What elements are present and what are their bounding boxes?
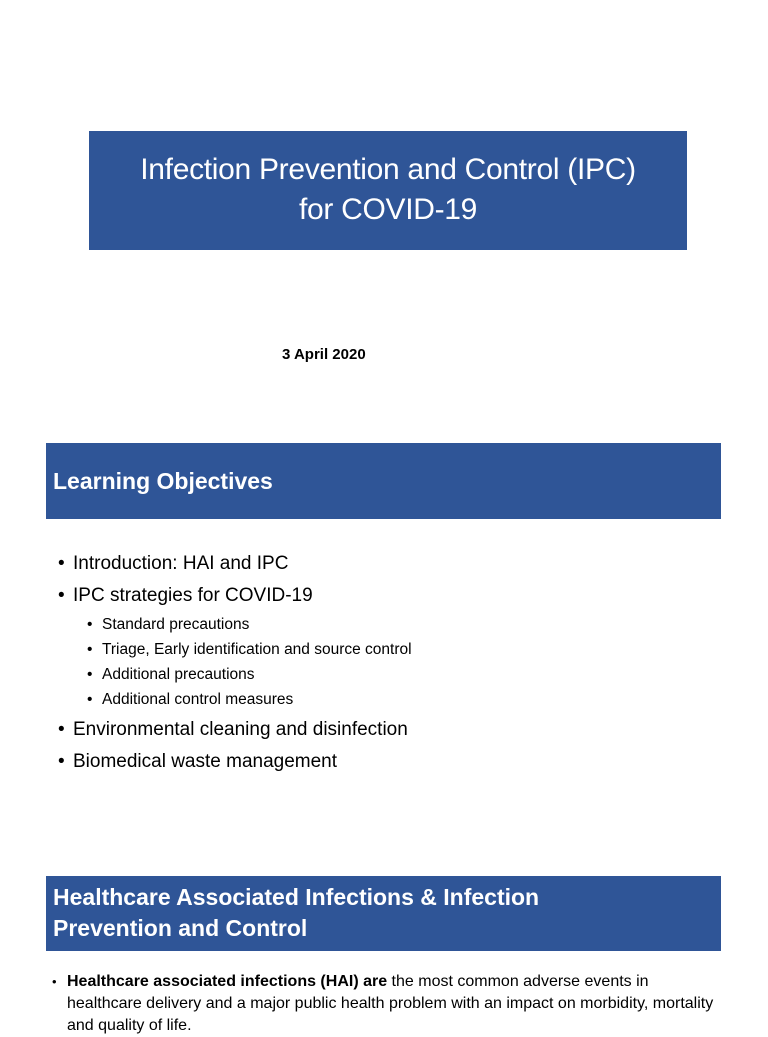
title-line-2: for COVID-19 bbox=[298, 193, 478, 226]
hai-paragraph-text bbox=[52, 971, 722, 1037]
list-item: • Biomedical waste management bbox=[58, 746, 738, 778]
title-line-1: Infection Prevention and Control (IPC) bbox=[140, 153, 636, 186]
bullet-dot: • bbox=[52, 974, 57, 989]
learning-objectives-list bbox=[58, 548, 738, 778]
hai-body-text: the most common adverse events in healthcare delivery and a major public health problem with an impact on morbidity, mortality and quality of life. bbox=[67, 973, 714, 1034]
hai-heading-line-2: Prevention and Control bbox=[53, 915, 308, 941]
sub-list-item: • Additional control measures bbox=[87, 687, 738, 712]
learning-objectives-header: Learning Objectives bbox=[46, 443, 721, 519]
hai-bold-lead: Healthcare associated infections (HAI) are bbox=[67, 973, 388, 990]
sub-list-item: • Additional precautions bbox=[87, 662, 738, 687]
list-item: • IPC strategies for COVID-19 bbox=[58, 580, 738, 612]
list-item: • Environmental cleaning and disinfection bbox=[58, 714, 738, 746]
hai-heading-line-1: Healthcare Associated Infections & Infection bbox=[53, 884, 540, 910]
list-item: • Introduction: HAI and IPC bbox=[58, 548, 738, 580]
presentation-date: 3 April 2020 bbox=[282, 346, 366, 363]
hai-paragraph bbox=[52, 971, 722, 1037]
sub-list-item: • Triage, Early identification and source control bbox=[87, 637, 738, 662]
ipc-strategies-sublist bbox=[58, 612, 738, 712]
title-banner bbox=[89, 131, 687, 250]
hai-section-header bbox=[46, 876, 721, 951]
sub-list-item: • Standard precautions bbox=[87, 612, 738, 637]
